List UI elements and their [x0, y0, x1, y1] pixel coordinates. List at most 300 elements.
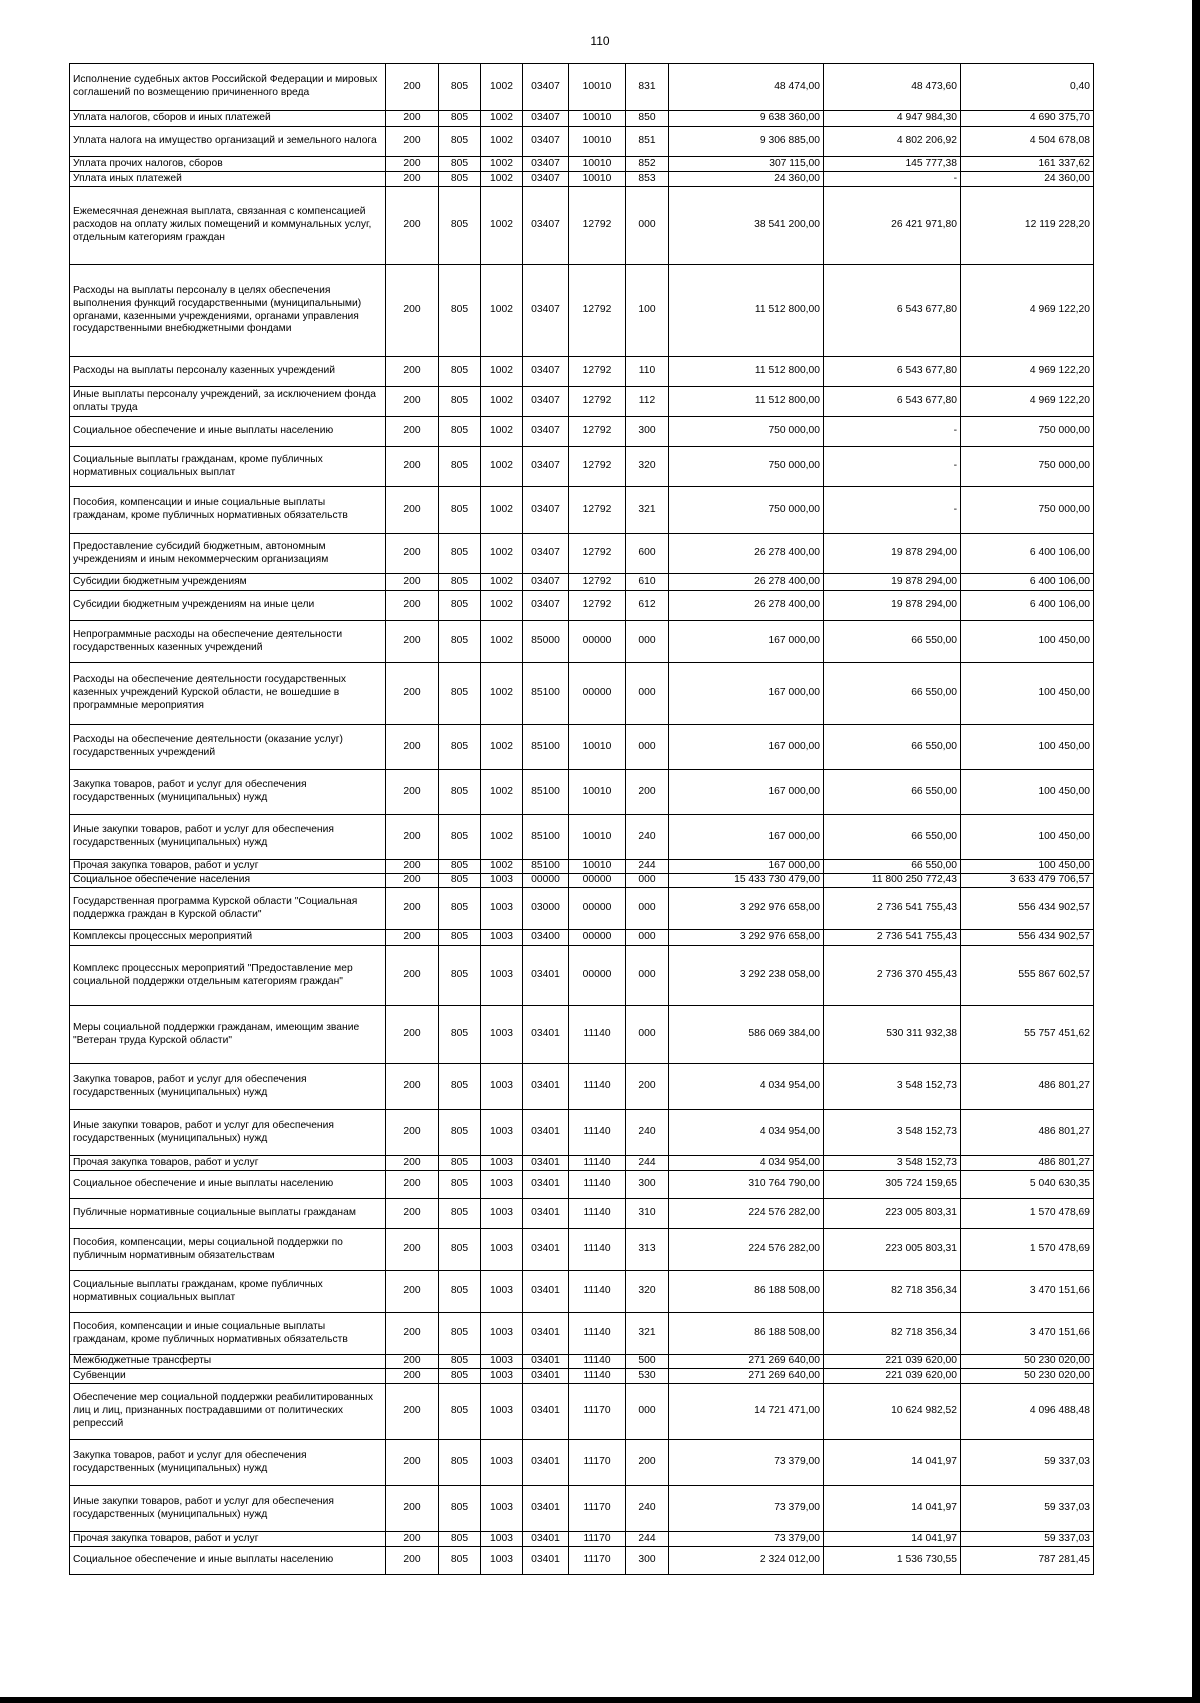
table-cell-approved: 3 292 976 658,00 [669, 888, 824, 930]
table-cell-executed: 305 724 159,65 [824, 1171, 961, 1199]
table-row [70, 265, 1094, 357]
table-cell-name: Пособия, компенсации, меры социальной поддержки по публичным нормативным обязательствам [70, 1229, 386, 1271]
table-cell-executed: 223 005 803,31 [824, 1199, 961, 1229]
table-cell-section-code: 805 [439, 534, 481, 574]
table-cell-direction-code: 11140 [569, 1064, 626, 1110]
table-cell-direction-code: 00000 [569, 946, 626, 1006]
table-cell-approved: 14 721 471,00 [669, 1384, 824, 1440]
table-cell-subsection-code: 1003 [481, 1547, 523, 1575]
table-row [70, 1532, 1094, 1547]
page-number: 110 [590, 34, 610, 48]
table-cell-approved: 3 292 238 058,00 [669, 946, 824, 1006]
table-cell-section-code: 805 [439, 172, 481, 187]
table-cell-admin-code: 200 [386, 946, 439, 1006]
table-cell-expense-type: 000 [626, 1006, 669, 1064]
table-cell-expense-type: 000 [626, 187, 669, 265]
table-cell-expense-type: 000 [626, 663, 669, 725]
table-cell-admin-code: 200 [386, 111, 439, 127]
table-cell-admin-code: 200 [386, 157, 439, 172]
table-cell-expense-type: 000 [626, 725, 669, 770]
table-cell-admin-code: 200 [386, 534, 439, 574]
table-cell-admin-code: 200 [386, 1006, 439, 1064]
table-row [70, 357, 1094, 387]
table-cell-remaining: 59 337,03 [961, 1486, 1094, 1532]
table-cell-direction-code: 11170 [569, 1384, 626, 1440]
table-cell-subsection-code: 1002 [481, 127, 523, 157]
table-row [70, 172, 1094, 187]
table-cell-name: Иные закупки товаров, работ и услуг для обеспечения государственных (муниципальных) нужд [70, 815, 386, 860]
table-cell-executed: 14 041,97 [824, 1440, 961, 1486]
table-cell-executed: 3 548 152,73 [824, 1156, 961, 1171]
table-cell-program-code: 00000 [523, 874, 569, 888]
table-cell-expense-type: 000 [626, 621, 669, 663]
table-cell-name: Межбюджетные трансферты [70, 1355, 386, 1369]
table-cell-direction-code: 11170 [569, 1547, 626, 1575]
table-cell-subsection-code: 1003 [481, 1369, 523, 1384]
table-cell-executed: 66 550,00 [824, 725, 961, 770]
table-cell-section-code: 805 [439, 187, 481, 265]
table-cell-program-code: 03407 [523, 172, 569, 187]
table-cell-section-code: 805 [439, 1199, 481, 1229]
table-cell-name: Меры социальной поддержки гражданам, имеющим звание "Ветеран труда Курской области" [70, 1006, 386, 1064]
table-cell-approved: 4 034 954,00 [669, 1110, 824, 1156]
table-cell-admin-code: 200 [386, 770, 439, 815]
table-cell-approved: 73 379,00 [669, 1440, 824, 1486]
table-cell-name: Пособия, компенсации и иные социальные выплаты гражданам, кроме публичных нормативных обязательств [70, 487, 386, 534]
table-cell-direction-code: 10010 [569, 172, 626, 187]
table-cell-executed: 82 718 356,34 [824, 1313, 961, 1355]
table-cell-remaining: 4 969 122,20 [961, 387, 1094, 417]
table-cell-program-code: 03407 [523, 534, 569, 574]
table-cell-section-code: 805 [439, 1271, 481, 1313]
table-cell-name: Уплата налога на имущество организаций и земельного налога [70, 127, 386, 157]
table-cell-program-code: 03401 [523, 1486, 569, 1532]
table-cell-name: Уплата прочих налогов, сборов [70, 157, 386, 172]
table-cell-remaining: 750 000,00 [961, 417, 1094, 447]
table-cell-program-code: 03407 [523, 447, 569, 487]
table-cell-program-code: 03407 [523, 591, 569, 621]
table-cell-admin-code: 200 [386, 387, 439, 417]
table-cell-expense-type: 320 [626, 447, 669, 487]
table-cell-program-code: 03407 [523, 265, 569, 357]
table-cell-executed: 14 041,97 [824, 1486, 961, 1532]
table-cell-direction-code: 11140 [569, 1229, 626, 1271]
table-cell-remaining: 555 867 602,57 [961, 946, 1094, 1006]
table-cell-section-code: 805 [439, 874, 481, 888]
table-cell-executed: 4 947 984,30 [824, 111, 961, 127]
table-cell-remaining: 100 450,00 [961, 725, 1094, 770]
table-cell-remaining: 5 040 630,35 [961, 1171, 1094, 1199]
table-cell-program-code: 03407 [523, 64, 569, 111]
table-cell-approved: 2 324 012,00 [669, 1547, 824, 1575]
table-cell-program-code: 03401 [523, 1006, 569, 1064]
table-row [70, 770, 1094, 815]
table-row [70, 860, 1094, 874]
table-cell-expense-type: 321 [626, 487, 669, 534]
table-row [70, 157, 1094, 172]
table-cell-section-code: 805 [439, 1547, 481, 1575]
table-cell-admin-code: 200 [386, 663, 439, 725]
table-cell-name: Субсидии бюджетным учреждениям [70, 574, 386, 591]
table-cell-direction-code: 12792 [569, 357, 626, 387]
table-cell-expense-type: 240 [626, 815, 669, 860]
table-cell-executed: 66 550,00 [824, 770, 961, 815]
table-cell-subsection-code: 1003 [481, 1384, 523, 1440]
table-row [70, 591, 1094, 621]
table-cell-name: Субвенции [70, 1369, 386, 1384]
table-cell-remaining: 4 969 122,20 [961, 357, 1094, 387]
table-cell-approved: 11 512 800,00 [669, 265, 824, 357]
table-cell-approved: 310 764 790,00 [669, 1171, 824, 1199]
table-cell-executed: 11 800 250 772,43 [824, 874, 961, 888]
table-cell-subsection-code: 1003 [481, 1355, 523, 1369]
table-cell-name: Комплексы процессных мероприятий [70, 930, 386, 946]
table-cell-subsection-code: 1002 [481, 534, 523, 574]
table-cell-section-code: 805 [439, 1229, 481, 1271]
table-cell-subsection-code: 1002 [481, 663, 523, 725]
table-cell-section-code: 805 [439, 1313, 481, 1355]
table-cell-direction-code: 10010 [569, 860, 626, 874]
table-cell-subsection-code: 1002 [481, 591, 523, 621]
table-cell-approved: 3 292 976 658,00 [669, 930, 824, 946]
table-cell-direction-code: 11170 [569, 1440, 626, 1486]
table-row [70, 1271, 1094, 1313]
table-cell-remaining: 100 450,00 [961, 770, 1094, 815]
table-cell-approved: 750 000,00 [669, 417, 824, 447]
table-cell-program-code: 03407 [523, 357, 569, 387]
table-cell-expense-type: 000 [626, 874, 669, 888]
table-cell-name: Расходы на обеспечение деятельности государственных казенных учреждений Курской области, не вошедшие в программные мероприятия [70, 663, 386, 725]
table-cell-program-code: 03407 [523, 387, 569, 417]
table-cell-name: Пособия, компенсации и иные социальные выплаты гражданам, кроме публичных нормативных обязательств [70, 1313, 386, 1355]
table-cell-program-code: 03407 [523, 187, 569, 265]
table-cell-direction-code: 12792 [569, 534, 626, 574]
table-cell-remaining: 50 230 020,00 [961, 1369, 1094, 1384]
table-cell-section-code: 805 [439, 770, 481, 815]
table-cell-remaining: 50 230 020,00 [961, 1355, 1094, 1369]
table-row [70, 1229, 1094, 1271]
table-cell-name: Обеспечение мер социальной поддержки реабилитированных лиц и лиц, признанных пострадавшими от политических репрессий [70, 1384, 386, 1440]
table-cell-subsection-code: 1003 [481, 1532, 523, 1547]
table-cell-remaining: 6 400 106,00 [961, 574, 1094, 591]
table-cell-program-code: 03401 [523, 1110, 569, 1156]
table-row [70, 111, 1094, 127]
table-cell-expense-type: 244 [626, 1532, 669, 1547]
table-cell-program-code: 03401 [523, 1156, 569, 1171]
table-cell-subsection-code: 1003 [481, 930, 523, 946]
table-cell-direction-code: 11170 [569, 1532, 626, 1547]
table-cell-approved: 167 000,00 [669, 725, 824, 770]
table-cell-admin-code: 200 [386, 64, 439, 111]
table-cell-approved: 271 269 640,00 [669, 1355, 824, 1369]
table-cell-section-code: 805 [439, 387, 481, 417]
table-cell-name: Социальное обеспечение и иные выплаты населению [70, 1171, 386, 1199]
table-cell-remaining: 556 434 902,57 [961, 888, 1094, 930]
table-row [70, 1199, 1094, 1229]
table-cell-expense-type: 321 [626, 1313, 669, 1355]
table-row [70, 127, 1094, 157]
table-row [70, 64, 1094, 111]
table-cell-program-code: 03401 [523, 1547, 569, 1575]
table-cell-expense-type: 112 [626, 387, 669, 417]
table-row [70, 417, 1094, 447]
table-cell-expense-type: 240 [626, 1110, 669, 1156]
table-row [70, 1355, 1094, 1369]
table-body [70, 64, 1094, 1575]
table-cell-executed: 221 039 620,00 [824, 1355, 961, 1369]
table-cell-executed: 223 005 803,31 [824, 1229, 961, 1271]
table-cell-approved: 9 306 885,00 [669, 127, 824, 157]
table-cell-expense-type: 320 [626, 1271, 669, 1313]
table-row [70, 1547, 1094, 1575]
table-cell-approved: 73 379,00 [669, 1532, 824, 1547]
table-cell-approved: 167 000,00 [669, 621, 824, 663]
table-cell-section-code: 805 [439, 930, 481, 946]
table-cell-remaining: 486 801,27 [961, 1064, 1094, 1110]
table-cell-program-code: 03407 [523, 111, 569, 127]
table-cell-admin-code: 200 [386, 1532, 439, 1547]
table-cell-approved: 586 069 384,00 [669, 1006, 824, 1064]
table-cell-direction-code: 10010 [569, 770, 626, 815]
table-cell-executed: 2 736 541 755,43 [824, 930, 961, 946]
table-cell-admin-code: 200 [386, 487, 439, 534]
table-cell-subsection-code: 1003 [481, 1486, 523, 1532]
table-cell-approved: 4 034 954,00 [669, 1156, 824, 1171]
budget-table [69, 63, 1094, 1575]
table-cell-executed: - [824, 447, 961, 487]
table-cell-admin-code: 200 [386, 1110, 439, 1156]
table-cell-approved: 86 188 508,00 [669, 1271, 824, 1313]
table-cell-subsection-code: 1003 [481, 1271, 523, 1313]
table-cell-expense-type: 530 [626, 1369, 669, 1384]
table-cell-subsection-code: 1003 [481, 946, 523, 1006]
table-cell-name: Уплата налогов, сборов и иных платежей [70, 111, 386, 127]
table-cell-remaining: 750 000,00 [961, 487, 1094, 534]
table-cell-remaining: 750 000,00 [961, 447, 1094, 487]
table-cell-executed: - [824, 417, 961, 447]
table-cell-approved: 167 000,00 [669, 815, 824, 860]
table-cell-direction-code: 10010 [569, 64, 626, 111]
table-cell-direction-code: 12792 [569, 591, 626, 621]
table-cell-executed: 145 777,38 [824, 157, 961, 172]
table-cell-name: Социальное обеспечение населения [70, 874, 386, 888]
table-cell-remaining: 3 470 151,66 [961, 1313, 1094, 1355]
table-cell-remaining: 12 119 228,20 [961, 187, 1094, 265]
table-cell-subsection-code: 1002 [481, 417, 523, 447]
table-cell-admin-code: 200 [386, 357, 439, 387]
table-cell-admin-code: 200 [386, 860, 439, 874]
table-cell-admin-code: 200 [386, 1229, 439, 1271]
table-cell-remaining: 100 450,00 [961, 860, 1094, 874]
table-cell-approved: 167 000,00 [669, 860, 824, 874]
table-cell-remaining: 161 337,62 [961, 157, 1094, 172]
table-cell-direction-code: 00000 [569, 621, 626, 663]
table-cell-section-code: 805 [439, 663, 481, 725]
table-cell-program-code: 03401 [523, 1369, 569, 1384]
table-cell-direction-code: 11140 [569, 1313, 626, 1355]
table-cell-admin-code: 200 [386, 447, 439, 487]
table-cell-section-code: 805 [439, 946, 481, 1006]
table-cell-name: Прочая закупка товаров, работ и услуг [70, 860, 386, 874]
table-cell-section-code: 805 [439, 888, 481, 930]
table-cell-section-code: 805 [439, 1486, 481, 1532]
table-cell-admin-code: 200 [386, 574, 439, 591]
table-cell-subsection-code: 1002 [481, 621, 523, 663]
table-cell-expense-type: 313 [626, 1229, 669, 1271]
table-cell-approved: 11 512 800,00 [669, 357, 824, 387]
table-cell-executed: 66 550,00 [824, 663, 961, 725]
table-cell-expense-type: 200 [626, 1064, 669, 1110]
table-cell-admin-code: 200 [386, 1547, 439, 1575]
table-cell-program-code: 03400 [523, 930, 569, 946]
table-cell-executed: 14 041,97 [824, 1532, 961, 1547]
table-cell-section-code: 805 [439, 417, 481, 447]
table-cell-expense-type: 853 [626, 172, 669, 187]
table-cell-direction-code: 00000 [569, 663, 626, 725]
table-cell-name: Иные закупки товаров, работ и услуг для обеспечения государственных (муниципальных) нужд [70, 1110, 386, 1156]
table-cell-remaining: 556 434 902,57 [961, 930, 1094, 946]
table-cell-remaining: 4 096 488,48 [961, 1384, 1094, 1440]
table-cell-name: Комплекс процессных мероприятий "Предоставление мер социальной поддержки отдельным категориям граждан" [70, 946, 386, 1006]
table-cell-program-code: 03401 [523, 1440, 569, 1486]
table-cell-subsection-code: 1002 [481, 265, 523, 357]
table-cell-executed: 2 736 370 455,43 [824, 946, 961, 1006]
table-cell-subsection-code: 1002 [481, 487, 523, 534]
table-cell-direction-code: 11170 [569, 1486, 626, 1532]
table-row [70, 187, 1094, 265]
table-cell-approved: 750 000,00 [669, 487, 824, 534]
table-cell-subsection-code: 1002 [481, 172, 523, 187]
table-cell-approved: 750 000,00 [669, 447, 824, 487]
table-cell-subsection-code: 1003 [481, 1171, 523, 1199]
table-cell-remaining: 787 281,45 [961, 1547, 1094, 1575]
table-cell-expense-type: 000 [626, 930, 669, 946]
table-cell-section-code: 805 [439, 725, 481, 770]
table-cell-approved: 86 188 508,00 [669, 1313, 824, 1355]
table-row [70, 1369, 1094, 1384]
table-cell-remaining: 4 690 375,70 [961, 111, 1094, 127]
table-row [70, 621, 1094, 663]
table-cell-subsection-code: 1002 [481, 725, 523, 770]
table-cell-section-code: 805 [439, 1440, 481, 1486]
table-cell-subsection-code: 1002 [481, 860, 523, 874]
table-row [70, 1384, 1094, 1440]
scan-border-bottom [0, 1697, 1200, 1703]
table-cell-subsection-code: 1002 [481, 187, 523, 265]
table-cell-subsection-code: 1003 [481, 1199, 523, 1229]
table-cell-name: Расходы на выплаты персоналу в целях обеспечения выполнения функций государственными (муниципальными) органами, казенными учреждениями, органами управления государственными внебюджетными фондами [70, 265, 386, 357]
table-cell-section-code: 805 [439, 1006, 481, 1064]
table-cell-direction-code: 11140 [569, 1171, 626, 1199]
table-cell-direction-code: 00000 [569, 888, 626, 930]
table-cell-executed: 19 878 294,00 [824, 534, 961, 574]
table-cell-section-code: 805 [439, 64, 481, 111]
table-cell-approved: 24 360,00 [669, 172, 824, 187]
table-cell-executed: - [824, 487, 961, 534]
table-cell-section-code: 805 [439, 357, 481, 387]
table-cell-remaining: 486 801,27 [961, 1156, 1094, 1171]
table-row [70, 1064, 1094, 1110]
table-cell-program-code: 03401 [523, 1064, 569, 1110]
table-cell-section-code: 805 [439, 1355, 481, 1369]
table-cell-subsection-code: 1003 [481, 1156, 523, 1171]
table-cell-expense-type: 200 [626, 770, 669, 815]
table-cell-remaining: 100 450,00 [961, 663, 1094, 725]
table-cell-approved: 4 034 954,00 [669, 1064, 824, 1110]
table-cell-section-code: 805 [439, 265, 481, 357]
table-cell-expense-type: 000 [626, 888, 669, 930]
table-cell-program-code: 85100 [523, 860, 569, 874]
table-cell-name: Закупка товаров, работ и услуг для обеспечения государственных (муниципальных) нужд [70, 1064, 386, 1110]
table-cell-executed: 530 311 932,38 [824, 1006, 961, 1064]
table-row [70, 930, 1094, 946]
table-row [70, 1440, 1094, 1486]
table-row [70, 574, 1094, 591]
table-cell-executed: 6 543 677,80 [824, 265, 961, 357]
table-cell-program-code: 03407 [523, 157, 569, 172]
table-row [70, 487, 1094, 534]
table-cell-section-code: 805 [439, 1110, 481, 1156]
table-cell-approved: 26 278 400,00 [669, 534, 824, 574]
table-cell-remaining: 486 801,27 [961, 1110, 1094, 1156]
table-cell-admin-code: 200 [386, 725, 439, 770]
table-cell-subsection-code: 1002 [481, 574, 523, 591]
table-cell-direction-code: 11140 [569, 1199, 626, 1229]
table-row [70, 1486, 1094, 1532]
table-row [70, 534, 1094, 574]
table-cell-section-code: 805 [439, 111, 481, 127]
table-cell-executed: 26 421 971,80 [824, 187, 961, 265]
table-cell-subsection-code: 1002 [481, 357, 523, 387]
table-cell-approved: 167 000,00 [669, 663, 824, 725]
table-cell-admin-code: 200 [386, 172, 439, 187]
table-cell-name: Ежемесячная денежная выплата, связанная с компенсацией расходов на оплату жилых помещений и коммунальных услуг, отдельным категориям граждан [70, 187, 386, 265]
table-cell-subsection-code: 1002 [481, 447, 523, 487]
table-cell-remaining: 55 757 451,62 [961, 1006, 1094, 1064]
table-cell-admin-code: 200 [386, 1355, 439, 1369]
table-cell-expense-type: 300 [626, 1171, 669, 1199]
table-cell-approved: 73 379,00 [669, 1486, 824, 1532]
table-cell-executed: 48 473,60 [824, 64, 961, 111]
table-row [70, 663, 1094, 725]
table-cell-executed: 19 878 294,00 [824, 574, 961, 591]
table-cell-admin-code: 200 [386, 1199, 439, 1229]
table-cell-admin-code: 200 [386, 874, 439, 888]
table-cell-remaining: 100 450,00 [961, 815, 1094, 860]
table-cell-approved: 307 115,00 [669, 157, 824, 172]
table-cell-approved: 11 512 800,00 [669, 387, 824, 417]
table-cell-admin-code: 200 [386, 127, 439, 157]
table-cell-program-code: 85000 [523, 621, 569, 663]
table-cell-admin-code: 200 [386, 815, 439, 860]
table-cell-section-code: 805 [439, 1384, 481, 1440]
table-cell-name: Исполнение судебных актов Российской Федерации и мировых соглашений по возмещению причиненного вреда [70, 64, 386, 111]
table-cell-executed: - [824, 172, 961, 187]
table-cell-program-code: 03401 [523, 946, 569, 1006]
table-cell-admin-code: 200 [386, 1064, 439, 1110]
table-row [70, 1110, 1094, 1156]
table-cell-direction-code: 12792 [569, 265, 626, 357]
table-cell-executed: 221 039 620,00 [824, 1369, 961, 1384]
table-cell-name: Социальные выплаты гражданам, кроме публичных нормативных социальных выплат [70, 1271, 386, 1313]
table-cell-subsection-code: 1002 [481, 64, 523, 111]
table-cell-program-code: 85100 [523, 725, 569, 770]
table-cell-section-code: 805 [439, 815, 481, 860]
table-cell-section-code: 805 [439, 591, 481, 621]
table-cell-expense-type: 000 [626, 1384, 669, 1440]
table-cell-direction-code: 12792 [569, 574, 626, 591]
table-cell-expense-type: 612 [626, 591, 669, 621]
